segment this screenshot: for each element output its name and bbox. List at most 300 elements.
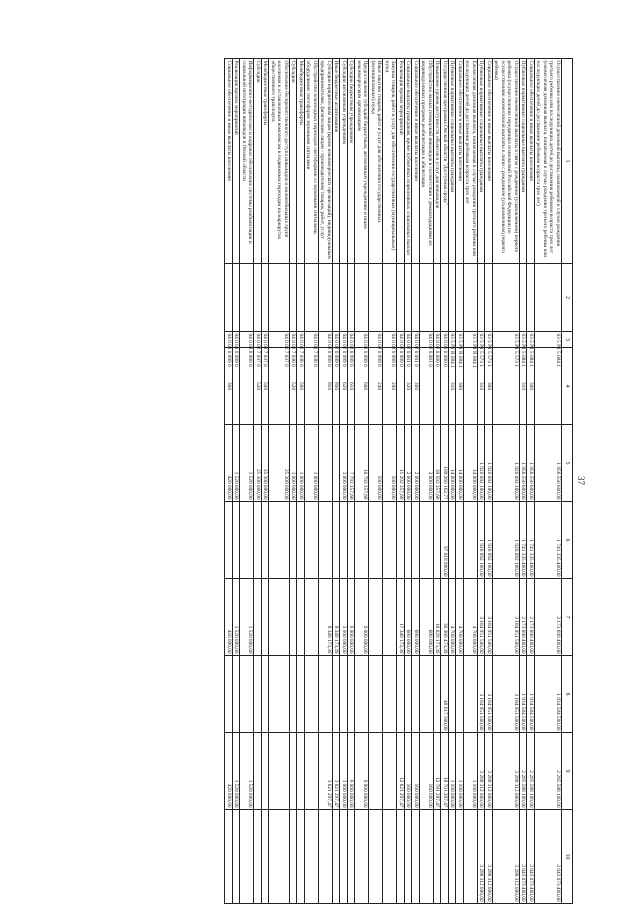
column-number: 3: [562, 332, 573, 348]
amount-cell: [225, 810, 233, 904]
expense-type-cell: 610: [348, 348, 356, 425]
amount-cell: [412, 502, 420, 579]
row-index-cell: [520, 264, 528, 332]
amount-cell: [420, 502, 434, 579]
amount-cell: 1 920 092 100,00: [493, 502, 520, 579]
row-name-cell: Субсидии: [254, 59, 262, 264]
amount-cell: [290, 579, 298, 656]
amount-cell: [369, 656, 383, 733]
expense-type-cell: 520: [290, 348, 298, 425]
amount-cell: [269, 579, 290, 656]
code-cell: 04 0 02 7 036 0: [298, 333, 304, 367]
amount-cell: [449, 502, 457, 579]
amount-cell: 680 000,00: [405, 579, 413, 656]
row-name-cell: Межбюджетные трансферты: [297, 59, 305, 264]
amount-cell: [319, 425, 333, 502]
amount-cell: [297, 810, 305, 904]
expense-type-cell: 310: [478, 348, 486, 425]
amount-cell: 3 621 297,47: [319, 733, 333, 810]
amount-cell: 3 000 000,00: [340, 579, 348, 656]
amount-cell: 2 295 588 100,00: [520, 733, 528, 810]
amount-cell: 2 043 073 400,00: [520, 810, 528, 904]
amount-cell: [355, 502, 369, 579]
rotated-content: [12, 58, 587, 903]
code-cell: 03 5 P1 5 573 1: [493, 332, 520, 348]
code-cell: 04 0 03 0 999 0: [226, 333, 232, 367]
row-index-cell: [319, 264, 333, 332]
table-row: [262, 59, 270, 904]
table-row: [305, 59, 319, 904]
code-cell: 04 0 02 0 999 0: [369, 332, 383, 348]
amount-cell: 7 792 357,68: [348, 425, 356, 502]
amount-cell: 160 000,00: [405, 733, 413, 810]
code-cell: 04 0 02 0 999 0: [333, 333, 340, 367]
row-index-cell: [434, 264, 442, 332]
amount-cell: [369, 733, 383, 810]
amount-cell: 2 000 000,00: [412, 425, 420, 502]
amount-cell: 2 043 073 400,00: [535, 810, 562, 904]
amount-cell: [262, 502, 270, 579]
row-index-cell: [305, 264, 319, 332]
amount-cell: [383, 656, 397, 733]
row-index-cell: [441, 264, 449, 332]
amount-cell: 160 000,00: [420, 733, 434, 810]
row-index-cell: [269, 264, 290, 332]
amount-cell: 3 298 312 000,00: [493, 810, 520, 904]
amount-cell: 48 617 300,00: [441, 656, 449, 733]
amount-cell: 1 920 092 100,00: [478, 425, 486, 502]
amount-cell: [254, 656, 262, 733]
row-index-cell: [493, 264, 520, 332]
amount-cell: 1 920 092 100,00: [493, 425, 520, 502]
table-row: [319, 59, 333, 904]
amount-cell: 1 000 000,00: [305, 425, 319, 502]
column-number: 7: [562, 579, 573, 656]
expense-type-cell: 310: [520, 348, 528, 425]
code-cell: 04 0 02 7 037 0: [262, 333, 269, 367]
column-number: 10: [562, 810, 573, 904]
row-name-cell: Реализация прочих мероприятий: [397, 59, 405, 264]
amount-cell: [355, 656, 369, 733]
expense-type-cell: 620: [340, 348, 348, 425]
row-index-cell: [478, 264, 486, 332]
expense-type-cell: 810: [319, 348, 333, 425]
expense-type-cell: 320: [405, 348, 413, 425]
amount-cell: [305, 502, 319, 579]
amount-cell: 1 520 000,00: [240, 579, 254, 656]
row-index-cell: [485, 264, 493, 332]
table-row: [485, 59, 493, 904]
amount-cell: 4 700 000,00: [464, 579, 478, 656]
table-row: [383, 59, 397, 904]
code-cell: 04 0 02 7 036 0: [305, 332, 319, 348]
row-index-cell: [405, 264, 413, 332]
amount-cell: [369, 579, 383, 656]
code-cell: 04 0 02 7 036 0: [290, 333, 297, 367]
code-cell: 04 0 02 0 001 0: [413, 333, 419, 367]
code-cell: 04 0 03 0 999 0: [233, 333, 240, 367]
amount-cell: 3 184 951 500,00: [485, 579, 493, 656]
amount-cell: 3 000 000,00: [340, 425, 348, 502]
expense-type-cell: 300: [412, 348, 420, 425]
amount-cell: 9 000 000,00: [355, 579, 369, 656]
table-row: [348, 59, 356, 904]
amount-cell: [412, 656, 420, 733]
amount-cell: 500 000,00: [369, 425, 383, 502]
table-row: [456, 59, 464, 904]
amount-cell: [420, 810, 434, 904]
amount-cell: [449, 810, 457, 904]
column-number: 2: [562, 264, 573, 332]
amount-cell: [412, 810, 420, 904]
amount-cell: 1 000 000,00: [290, 425, 298, 502]
amount-cell: [397, 810, 405, 904]
amount-cell: [405, 810, 413, 904]
amount-cell: [254, 810, 262, 904]
amount-cell: [383, 502, 397, 579]
expense-type-cell: 600: [355, 348, 369, 425]
amount-cell: [297, 579, 305, 656]
row-name-cell: Социальное обеспечение и иные выплаты населению: [485, 59, 493, 264]
amount-cell: 2 173 690 400,00: [520, 579, 528, 656]
code-cell: 04 0 02 0 999 0: [341, 333, 347, 367]
table-row: [269, 59, 290, 904]
row-name-cell: Государственная программа Омской области "Доступная среда": [441, 59, 449, 264]
expense-type-cell: 300: [527, 348, 535, 425]
table-row: [405, 59, 413, 904]
row-index-cell: [254, 264, 262, 332]
amount-cell: 12 621 297,47: [397, 733, 405, 810]
amount-cell: 1 920 092 100,00: [485, 502, 493, 579]
row-name-cell: Субсидии бюджетным учреждениям: [348, 59, 356, 264]
amount-cell: 420 000,00: [225, 579, 233, 656]
code-cell: 04 0 02 7 037 0: [269, 332, 290, 348]
table-row: [412, 59, 420, 904]
amount-cell: 1 934 584 500,00: [520, 656, 528, 733]
amount-cell: 1 520 000,00: [240, 425, 254, 502]
amount-cell: [305, 810, 319, 904]
amount-cell: 3 298 312 000,00: [478, 733, 486, 810]
table-row: [420, 59, 434, 904]
code-cell: 04 0 02 0 999 0: [383, 332, 397, 348]
amount-cell: [333, 502, 341, 579]
amount-cell: [456, 656, 464, 733]
table-row: [449, 59, 457, 904]
row-name-cell: Ежемесячная денежная выплата, назначаемая в случае рождения третьего ребенка или последующих детей до достижения ребенком возраста трех лет: [464, 59, 478, 264]
amount-cell: [340, 502, 348, 579]
amount-cell: 30 366 473,39: [441, 579, 449, 656]
amount-cell: [319, 656, 333, 733]
amount-cell: [420, 656, 434, 733]
amount-cell: 1 956 556 600,00: [520, 425, 528, 502]
amount-cell: 18 029 173,39: [434, 579, 442, 656]
code-cell: 03 5 P1 5 573 1: [486, 333, 492, 367]
column-number: 1: [562, 59, 573, 264]
row-index-cell: [420, 264, 434, 332]
amount-cell: [333, 425, 341, 502]
amount-cell: 2 295 588 100,00: [535, 733, 562, 810]
row-index-cell: [348, 264, 356, 332]
row-name-cell: Обустройство жилых помещений инвалидов в соответствии с рекомендациями их индивидуальных программ реабилитации и абилитации: [420, 59, 434, 264]
amount-cell: 18 701 297,47: [441, 733, 449, 810]
amount-cell: 3 298 312 000,00: [485, 733, 493, 810]
amount-cell: 8 349 173,39: [333, 579, 341, 656]
amount-cell: [305, 579, 319, 656]
amount-cell: 39 592 357,68: [434, 425, 442, 502]
row-index-cell: [262, 264, 270, 332]
row-index-cell: [383, 264, 397, 332]
row-index-cell: [225, 264, 233, 332]
amount-cell: 160 000,00: [412, 733, 420, 810]
amount-cell: [348, 810, 356, 904]
row-name-cell: Закупка товаров, работ и услуг для обеспечения государственных (муниципальных) нужд: [383, 59, 397, 264]
amount-cell: 1 520 000,00: [233, 579, 241, 656]
amount-cell: 1 100 000,00: [464, 733, 478, 810]
amount-cell: 3 298 312 000,00: [478, 810, 486, 904]
amount-cell: [262, 810, 270, 904]
amount-cell: [434, 656, 442, 733]
table-row: [464, 59, 478, 904]
amount-cell: 1 934 584 500,00: [535, 656, 562, 733]
amount-cell: [383, 579, 397, 656]
amount-cell: 1 520 000,00: [240, 733, 254, 810]
code-cell: 04 0 02 0 999 0: [319, 332, 333, 348]
amount-cell: [340, 810, 348, 904]
row-index-cell: [412, 264, 420, 332]
code-cell: 03 5 P1 R 084 1: [464, 332, 478, 348]
table-row: [397, 59, 405, 904]
table-row: [290, 59, 298, 904]
amount-cell: [305, 733, 319, 810]
row-index-cell: [240, 264, 254, 332]
amount-cell: 3 184 951 500,00: [493, 579, 520, 656]
row-name-cell: Социальное обеспечение и иные выплаты населению: [456, 59, 464, 264]
amount-cell: [225, 656, 233, 733]
code-cell: 04 0 02 0 999 0: [348, 333, 355, 367]
code-cell: 03 5 P1 5 573 1: [478, 333, 485, 367]
amount-cell: [348, 656, 356, 733]
amount-cell: [405, 656, 413, 733]
amount-cell: [269, 733, 290, 810]
expense-type-cell: 520: [254, 348, 262, 425]
column-number: 9: [562, 733, 573, 810]
code-cell: 03 5 P1 5 084 1: [520, 333, 527, 367]
row-name-cell: Повышение уровня доступности объектов и услуг для инвалидов: [434, 59, 442, 264]
amount-cell: 25 300 000,00: [262, 425, 270, 502]
expense-type-cell: 300: [456, 348, 464, 425]
amount-cell: 2 043 073 400,00: [527, 810, 535, 904]
amount-cell: 199 260 162,77: [441, 425, 449, 502]
amount-cell: 2 173 690 400,00: [527, 579, 535, 656]
amount-cell: 1 000 000,00: [297, 425, 305, 502]
amount-cell: [297, 656, 305, 733]
amount-cell: 3 184 951 500,00: [485, 656, 493, 733]
row-index-cell: [290, 264, 298, 332]
row-name-cell: Осуществление ежемесячной выплаты в связи с рождением (усыновлением) первого ребенка (осуществление переданных полномочий Российской Федерации по осуществлению ежемесячной выплаты в связи с рождением (усыновлением) первого ребенка): [493, 59, 520, 264]
table-row: [340, 59, 348, 904]
amount-cell: [262, 733, 270, 810]
code-cell: 04 0 02 7 037 0: [255, 333, 261, 367]
row-name-cell: Обеспечение беспрепятственного доступа инвалидов и маломобильных групп населения к остановочным комплексам и подвижным переходам на маршрутах общественного транспорта: [269, 59, 290, 264]
amount-cell: 1 100 000,00: [449, 733, 457, 810]
row-index-cell: [233, 264, 241, 332]
row-name-cell: Субсидии автономным учреждениям: [340, 59, 348, 264]
code-cell: 04 0 02 0 999 0: [398, 333, 404, 367]
amount-cell: [305, 656, 319, 733]
amount-cell: 500 000,00: [383, 425, 397, 502]
row-name-cell: Публичные нормативные социальные выплаты гражданам: [520, 59, 528, 264]
table-row: [297, 59, 305, 904]
table-body: [225, 59, 573, 904]
amount-cell: [383, 733, 397, 810]
amount-cell: 2 173 690 400,00: [535, 579, 562, 656]
row-index-cell: [355, 264, 369, 332]
expense-type-cell: 800: [333, 348, 341, 425]
amount-cell: 680 000,00: [420, 579, 434, 656]
table-row: [355, 59, 369, 904]
code-cell: 04 0 02 0 001 0: [405, 333, 412, 367]
row-index-cell: [297, 264, 305, 332]
amount-cell: 1 956 556 600,00: [527, 425, 535, 502]
amount-cell: [297, 733, 305, 810]
expense-type-cell: 500: [262, 348, 270, 425]
row-index-cell: [397, 264, 405, 332]
amount-cell: 4 700 000,00: [456, 579, 464, 656]
amount-cell: [290, 656, 298, 733]
row-name-cell: Социальное обеспечение и иные выплаты населению: [412, 59, 420, 264]
table-row: [369, 59, 383, 904]
code-cell: 04 0 02 0 001 0: [420, 332, 434, 348]
column-number: 8: [562, 656, 573, 733]
row-name-cell: Социальные выплаты гражданам, кроме публичных нормативных социальных выплат: [405, 59, 413, 264]
amount-cell: 3 298 312 000,00: [485, 810, 493, 904]
table-row: [233, 59, 241, 904]
amount-cell: [269, 502, 290, 579]
row-index-cell: [449, 264, 457, 332]
row-name-cell: Иные закупки товаров, работ и услуг для обеспечения государственных (муниципальных) нужд: [369, 59, 383, 264]
amount-cell: 4 700 000,00: [449, 579, 457, 656]
table-row: [225, 59, 233, 904]
amount-cell: 420 000,00: [225, 733, 233, 810]
amount-cell: [240, 656, 254, 733]
amount-cell: 6 000 000,00: [348, 733, 356, 810]
amount-cell: [405, 502, 413, 579]
row-index-cell: [456, 264, 464, 332]
code-cell: 04 0 02 0 000 0: [434, 333, 441, 367]
row-name-cell: Информационно-методическое и кадровое обеспечение системы реабилитации и социальной интеграции инвалидов в Омской области: [240, 59, 254, 264]
expense-type-cell: 300: [225, 348, 233, 425]
amount-cell: 1 741 335 400,00: [520, 502, 528, 579]
amount-cell: [434, 810, 442, 904]
amount-cell: [290, 733, 298, 810]
amount-cell: 2 000 000,00: [405, 425, 413, 502]
row-index-cell: [527, 264, 535, 332]
amount-cell: 1 520 000,00: [233, 425, 241, 502]
amount-cell: [383, 810, 397, 904]
code-cell: 04 0 00 0 000 0: [442, 333, 448, 367]
amount-cell: [355, 810, 369, 904]
amount-cell: [369, 810, 383, 904]
amount-cell: 14 000 000,00: [449, 425, 457, 502]
row-name-cell: Реализация прочих мероприятий: [233, 59, 241, 264]
amount-cell: 3 621 297,47: [333, 733, 341, 810]
amount-cell: [262, 656, 270, 733]
amount-cell: 17 349 173,39: [397, 579, 405, 656]
amount-cell: [397, 656, 405, 733]
amount-cell: 8 349 173,39: [319, 579, 333, 656]
amount-cell: [449, 656, 457, 733]
amount-cell: [262, 579, 270, 656]
expense-type-cell: 500: [297, 348, 305, 425]
amount-cell: 2 295 588 100,00: [527, 733, 535, 810]
amount-cell: [464, 810, 478, 904]
amount-cell: [464, 656, 478, 733]
amount-cell: [254, 502, 262, 579]
row-index-cell: [535, 264, 562, 332]
amount-cell: 11 292 357,68: [397, 425, 405, 502]
row-index-cell: [464, 264, 478, 332]
amount-cell: 680 000,00: [412, 579, 420, 656]
amount-cell: 3 000 000,00: [340, 733, 348, 810]
amount-cell: 14 000 000,00: [456, 425, 464, 502]
code-cell: 03 5 P1 R 084 1: [457, 333, 463, 368]
amount-cell: [434, 502, 442, 579]
table-row: [527, 59, 535, 904]
table-row: [333, 59, 341, 904]
code-cell: 03 5 P1 R 084 1: [449, 333, 456, 368]
amount-cell: [233, 656, 241, 733]
amount-cell: [340, 656, 348, 733]
amount-cell: [240, 810, 254, 904]
amount-cell: [319, 810, 333, 904]
amount-cell: [456, 502, 464, 579]
row-name-cell: Социальное обеспечение и иные выплаты населению: [527, 59, 535, 264]
amount-cell: 12 781 297,47: [434, 733, 442, 810]
amount-cell: 1 100 000,00: [456, 733, 464, 810]
amount-cell: [333, 810, 341, 904]
row-name-cell: Социальное обеспечение и иные выплаты населению: [225, 59, 233, 264]
row-name-cell: Субсидии: [290, 59, 298, 264]
table-row: [254, 59, 262, 904]
amount-cell: [464, 502, 478, 579]
amount-cell: [225, 502, 233, 579]
row-name-cell: Предоставление субсидий бюджетным, автономным учреждениям и иным некоммерческим организациям: [355, 59, 369, 264]
amount-cell: [441, 810, 449, 904]
amount-cell: [397, 502, 405, 579]
page-number: 37: [576, 476, 586, 485]
amount-cell: 14 000 000,00: [464, 425, 478, 502]
table-row: [240, 59, 254, 904]
row-index-cell: [369, 264, 383, 332]
amount-cell: [456, 810, 464, 904]
amount-cell: 1 741 335 400,00: [527, 502, 535, 579]
amount-cell: [290, 502, 298, 579]
amount-cell: [254, 733, 262, 810]
amount-cell: 1 520 000,00: [233, 733, 241, 810]
expense-type-cell: 310: [449, 348, 457, 425]
amount-cell: [333, 656, 341, 733]
code-cell: 04 0 03 0 000 0: [240, 332, 254, 348]
table-row: [493, 59, 520, 904]
row-name-cell: Иные бюджетные ассигнования: [333, 59, 341, 264]
amount-cell: 1 956 556 600,00: [535, 425, 562, 502]
row-index-cell: [333, 264, 341, 332]
amount-cell: 2 000 000,00: [420, 425, 434, 502]
amount-cell: [319, 502, 333, 579]
amount-cell: [297, 502, 305, 579]
amount-cell: 1 934 584 500,00: [527, 656, 535, 733]
budget-table: [225, 58, 574, 904]
